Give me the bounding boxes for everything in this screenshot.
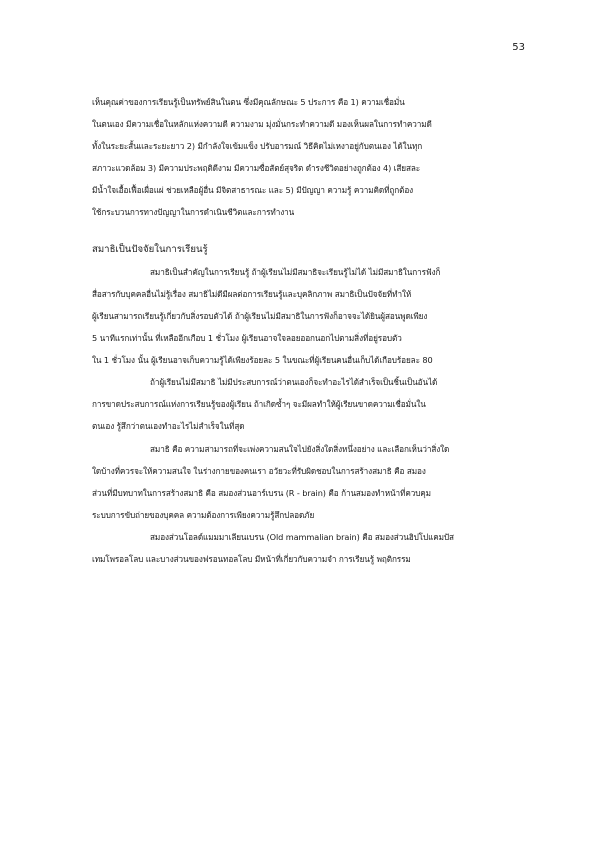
paragraph-3-line-2: การขาดประสบการณ์แห่งการเรียนรู้ของผู้เรียน ถ้าเกิดซ้ำๆ จะมีผลทำให้ผู้เรียนขาดความเชื่อมั่นใน xyxy=(92,399,426,409)
page-number: 53 xyxy=(512,42,525,53)
paragraph-2-line-3: ผู้เรียนสามารถเรียนรู้เกี่ยวกับสิ่งรอบตัวได้ ถ้าผู้เรียนไม่มีสมาธิในการฟังก็อาจจะได้ยินผู้สอนพูดเพียง xyxy=(92,311,428,321)
paragraph-1-line-2: ในตนเอง มีความเชื่อในหลักแห่งความดี ความงาม มุ่งมั่นกระทำความดี มองเห็นผลในการทำความดี xyxy=(92,119,432,129)
section-heading: สมาธิเป็นปัจจัยในการเรียนรู้ xyxy=(92,244,208,255)
paragraph-4-line-2: ใดบ้างที่ควรจะให้ความสนใจ ในร่างกายของคนเรา อวัยวะที่รับผิดชอบในการสร้างสมาธิ คือ สมอง xyxy=(92,466,426,476)
paragraph-2-line-1: สมาธิเป็นสำคัญในการเรียนรู้ ถ้าผู้เรียนไม่มีสมาธิจะเรียนรู้ไม่ได้ ไม่มีสมาธิในการฟังก็ xyxy=(150,267,441,277)
paragraph-1-line-4: สภาวะแวดล้อม 3) มีความประพฤติดีงาม มีความซื่อสัตย์สุจริต ดำรงชีวิตอย่างถูกต้อง 4) เสียสละ xyxy=(92,163,421,173)
paragraph-2-line-5: ใน 1 ชั่วโมง นั้น ผู้เรียนอาจเก็บความรู้ได้เพียงร้อยละ 5 ในขณะที่ผู้เรียนคนอื่นเก็บได้เกือบร้อยละ 80 xyxy=(92,355,433,365)
paragraph-1-line-3: ทั้งในระยะสั้นและระยะยาว 2) มีกำลังใจเข้มแข็ง ปรับอารมณ์ วิธีคิดไม่เหงาอยู่กับตนเอง ได้ในทุก xyxy=(92,141,423,151)
paragraph-3-line-1: ถ้าผู้เรียนไม่มีสมาธิ ไม่มีประสบการณ์ว่าตนเองก็จะทำอะไรได้สำเร็จเป็นชิ้นเป็นอันได้ xyxy=(150,377,438,387)
paragraph-2-line-2: สื่อสารกับบุคคลอื่นไม่รู้เรื่อง สมาธิไม่ดีมีผลต่อการเรียนรู้และบุคลิกภาพ สมาธิเป็นปัจจัยที่ทำให้ xyxy=(92,289,412,299)
paragraph-2-line-4: 5 นาทีแรกเท่านั้น ที่เหลืออีกเกือบ 1 ชั่วโมง ผู้เรียนอาจใจลอยออกนอกไปตามสิ่งที่อยู่รอบตัว xyxy=(92,333,402,343)
paragraph-4-line-4: ระบบการขับถ่ายของบุคคล ความต้องการเพียงความรู้สึกปลอดภัย xyxy=(92,510,315,520)
paragraph-5-line-2: เทมโพรอลโลบ และบางส่วนของฟรอนทอลโลบ มีหน้าที่เกี่ยวกับความจำ การเรียนรู้ พฤติกรรม xyxy=(92,554,411,564)
paragraph-1-line-6: ใช้กระบวนการทางปัญญาในการดำเนินชีวิตและการทำงาน xyxy=(92,207,295,217)
paragraph-1-line-1: เห็นคุณค่าของการเรียนรู้เป็นทรัพย์สินในตน ซึ่งมีคุณลักษณะ 5 ประการ คือ 1) ความเชื่อมั่น xyxy=(92,97,405,107)
paragraph-5-line-1: สมองส่วนโอลด์แมมมาเลียนเบรน (Old mammalian brain) คือ สมองส่วนฮิปโปแคมปัส xyxy=(150,532,454,542)
paragraph-4-line-3: ส่วนที่มีบทบาทในการสร้างสมาธิ คือ สมองส่วนอาร์เบรน (R - brain) คือ ก้านสมองทำหน้าที่ควบคุม xyxy=(92,488,431,498)
paragraph-4-line-1: สมาธิ คือ ความสามารถที่จะเพ่งความสนใจไปยังสิ่งใดสิ่งหนึ่งอย่าง และเลือกเห็นว่าสิ่งใด xyxy=(150,444,450,454)
paragraph-3-line-3: ตนเอง รู้สึกว่าตนเองทำอะไรไม่สำเร็จในที่สุด xyxy=(92,421,245,431)
paragraph-1-line-5: มีน้ำใจเอื้อเฟื้อเผื่อแผ่ ช่วยเหลือผู้อื่น มีจิตสาธารณะ และ 5) มีปัญญา ความรู้ ความคิดที่ถูกต้อง xyxy=(92,185,414,195)
